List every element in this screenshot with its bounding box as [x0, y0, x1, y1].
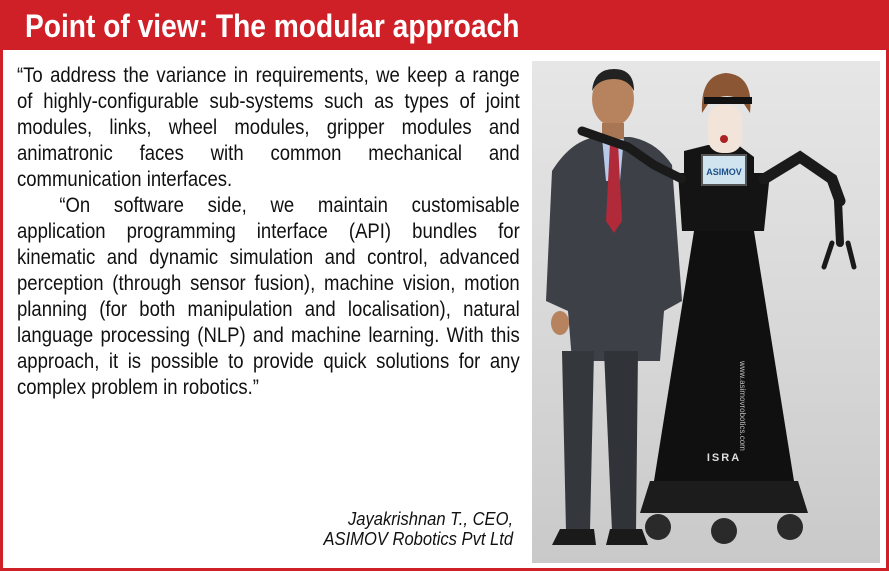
attribution-name: Jayakrishnan T., CEO, [347, 509, 513, 529]
page-title: Point of view: The modular approach [25, 8, 520, 44]
quote-text [17, 63, 520, 401]
quote-paragraph-1: “To address the variance in requirements, we keep a range of highly-configurable sub-systems such as types of joint modules, links, wheel modules, gripper modules and animatronic faces with common mechanical and communication interfaces. [17, 64, 520, 191]
robot-base-label: ISRA [706, 452, 742, 464]
header-bar [3, 3, 886, 50]
photo-illustration [532, 61, 880, 563]
robot-screen-label: ASIMOV [706, 167, 742, 177]
quote-paragraph-2: “On software side, we maintain customisable application programming interface (API) bundles for kinematic and dynamic simulation and control, advanced perception (through sensor fusion), machine vision, motion planning (for both manipulation and localisation), natural language processing (NLP) and machine learning. With this approach, it is possible to provide quick solutions for any complex problem in robotics.” [17, 194, 520, 399]
robot-side-label: www.asimovrobotics.com [738, 361, 747, 451]
photo-ceo-with-robot [532, 61, 880, 563]
attribution-company: ASIMOV Robotics Pvt Ltd [323, 529, 513, 549]
attribution [323, 509, 513, 549]
